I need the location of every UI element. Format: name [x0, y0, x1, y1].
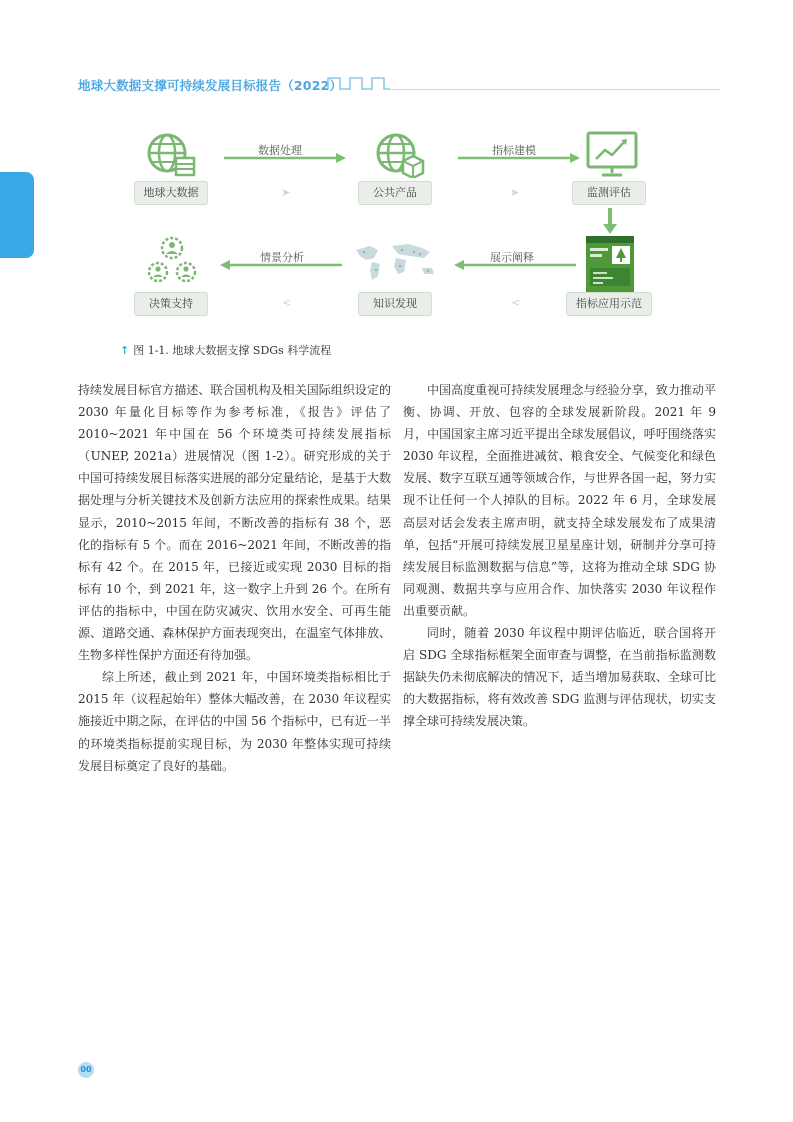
arrow-right-2	[458, 152, 580, 164]
arrow-left-2	[220, 259, 342, 271]
node-earth-big-data: 地球大数据	[134, 181, 208, 205]
arrow-label-indicator-modeling: 指标建模	[492, 144, 536, 157]
header-rule	[390, 89, 720, 90]
node-indicator-application-demo: 指标应用示范	[566, 292, 652, 316]
chevron-left-icon: <	[511, 296, 521, 309]
node-public-products: 公共产品	[358, 181, 432, 205]
chevron-right-icon: ➤	[510, 186, 520, 199]
globe-server-icon	[146, 132, 196, 178]
paragraph: 中国高度重视可持续发展理念与经验分享，致力推动平衡、协调、开放、包容的全球发展新阶段。2021 年 9 月，中国国家主席习近平提出全球发展倡议，呼吁围绕落实 2030 年议程，全面推进减贫、粮食安全、气候变化和绿色发展、数字互联互通等领域合作，与世界各国一起，努力实现不让任何一个人掉队的目标。2022 年 6 月，全球发展高层对话会发表主席声明，就支持全球发展发布了成果清单，包括“开展可持续发展卫星星座计划，研制并分享可持续发展目标监测数据与信息”等，这将为推动全球 SDG 协同观测、数据共享与应用合作、加快落实 2030 年议程作出重要贡献。	[403, 383, 716, 618]
arrow-right-1	[224, 152, 346, 164]
arrow-label-data-processing: 数据处理	[258, 144, 302, 157]
paragraph: 持续发展目标官方描述、联合国机构及相关国际组织设定的 2030 年量化目标等作为参考标准，《报告》评估了 2010~2021 年中国在 56 个环境类可持续发展指标（UNEP, 2021a）进展情况（图 1-2）。研究形成的关于中国可持续发展目标落实进展的部分定量结论，是基于大数据处理与分析关键技术及创新方法应用的探索性成果。结果显示，2010~2015 年间，不断改善的指标有 38 个，恶化的指标有 5 个。而在 2016~2021 年间，不断改善的指标有 42 个。在 2015 年，已接近或实现 2030 目标的指标有 10 个，到 2021 年，这一数字上升到 26 个。在所有评估的指标中，中国在防灾减灾、饮用水安全、可再生能源、道路交通、森林保护方面表现突出，在温室气体排放、生物多样性保护方面还有待加强。	[78, 383, 391, 663]
arrow-label-scenario-analysis: 情景分析	[260, 251, 304, 264]
left-column	[78, 379, 391, 777]
page-number: 00	[78, 1062, 94, 1078]
arrow-down	[603, 208, 617, 234]
node-decision-support: 决策支持	[134, 292, 208, 316]
arrow-left-1	[454, 259, 576, 271]
running-header-title: 地球大数据支撑可持续发展目标报告（2022）	[78, 78, 343, 93]
chevron-right-icon: ➤	[281, 186, 291, 199]
paragraph: 综上所述，截止到 2021 年，中国环境类指标相比于 2015 年（议程起始年）整体大幅改善，在 2030 年议程实施接近中期之际，在评估的中国 56 个指标中，已有近一半的环境类指标提前实现目标，为 2030 年整体实现可持续发展目标奠定了良好的基础。	[78, 670, 391, 773]
chevron-left-icon: <	[282, 296, 292, 309]
node-knowledge-discovery: 知识发现	[358, 292, 432, 316]
chapter-side-tab	[0, 172, 34, 258]
monitor-chart-icon	[585, 130, 639, 178]
right-column	[403, 379, 716, 733]
world-map-icon	[352, 240, 446, 286]
header-decoration	[326, 74, 390, 92]
caption-arrow-icon: ↑	[120, 344, 130, 357]
node-monitoring-evaluation: 监测评估	[572, 181, 646, 205]
people-gears-icon	[146, 234, 198, 286]
indicator-card-icon	[586, 236, 634, 292]
figure-caption-text: 图 1-1. 地球大数据支撑 SDGs 科学流程	[133, 344, 332, 357]
figure-caption	[120, 342, 331, 358]
arrow-label-display-interpretation: 展示阐释	[490, 251, 534, 264]
globe-cube-icon	[375, 132, 425, 178]
paragraph: 同时，随着 2030 年议程中期评估临近，联合国将开启 SDG 全球指标框架全面审查与调整，在当前指标监测数据缺失仍未彻底解决的情况下，适当增加易获取、全球可比的大数据指标，将有效改善 SDG 监测与评估现状，切实支撑全球可持续发展决策。	[403, 626, 716, 729]
